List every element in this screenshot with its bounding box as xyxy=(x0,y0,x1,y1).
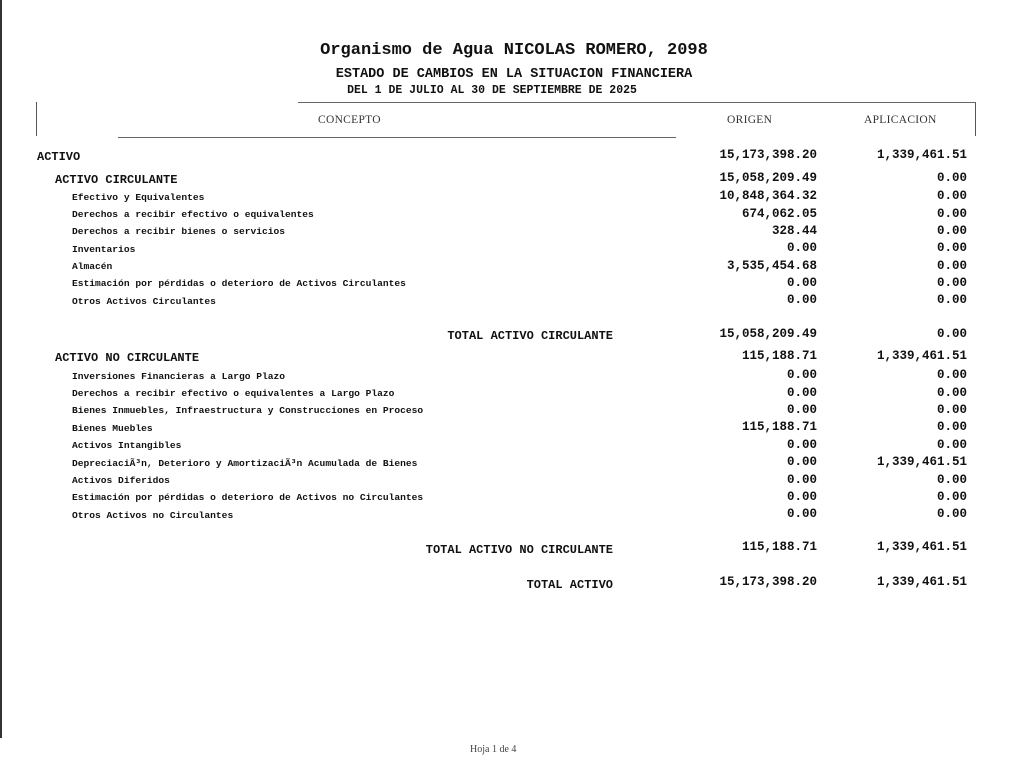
column-box-bottom-border xyxy=(118,137,676,138)
column-header-box xyxy=(36,102,976,138)
row-label: Derechos a recibir bienes o servicios xyxy=(72,226,286,237)
column-header-origen: ORIGEN xyxy=(727,114,773,126)
row-aplicacion: 0.00 xyxy=(936,403,967,417)
row-aplicacion: 0.00 xyxy=(936,171,967,185)
row-aplicacion: 0.00 xyxy=(936,386,967,400)
page-left-edge xyxy=(0,0,2,738)
row-aplicacion: 0.00 xyxy=(936,420,967,434)
row-origen: 10,848,364.32 xyxy=(719,189,817,203)
row-origen: 15,173,398.20 xyxy=(719,148,817,162)
row-origen: 15,058,209.49 xyxy=(719,171,817,185)
row-origen: 15,173,398.20 xyxy=(719,575,817,589)
row-origen: 328.44 xyxy=(771,224,817,238)
row-label: ACTIVO NO CIRCULANTE xyxy=(55,351,200,365)
row-origen: 115,188.71 xyxy=(741,540,817,554)
row-aplicacion: 0.00 xyxy=(936,241,967,255)
row-origen: 115,188.71 xyxy=(741,420,817,434)
row-aplicacion: 0.00 xyxy=(936,327,967,341)
row-label: Derechos a recibir efectivo o equivalentes a Largo Plazo xyxy=(72,388,395,399)
row-aplicacion: 0.00 xyxy=(936,189,967,203)
row-aplicacion: 0.00 xyxy=(936,438,967,452)
row-label: Almacén xyxy=(72,261,113,272)
column-box-left-border xyxy=(36,102,37,136)
row-label: DepreciaciÃ³n, Deterioro y AmortizaciÃ³n Acumulada de Bienes xyxy=(72,458,418,469)
row-label: Activos Diferidos xyxy=(72,475,170,486)
row-label: ACTIVO CIRCULANTE xyxy=(55,173,178,187)
row-aplicacion: 1,339,461.51 xyxy=(876,540,967,554)
row-origen: 0.00 xyxy=(786,241,817,255)
row-origen: 115,188.71 xyxy=(741,349,817,363)
row-origen: 0.00 xyxy=(786,293,817,307)
row-origen: 3,535,454.68 xyxy=(726,259,817,273)
row-label: Derechos a recibir efectivo o equivalentes xyxy=(72,209,314,220)
row-origen: 0.00 xyxy=(786,455,817,469)
row-aplicacion: 0.00 xyxy=(936,224,967,238)
row-origen: 0.00 xyxy=(786,403,817,417)
row-label: Estimación por pérdidas o deterioro de Activos no Circulantes xyxy=(72,492,424,503)
row-label: Otros Activos no Circulantes xyxy=(72,510,234,521)
row-label: Bienes Inmuebles, Infraestructura y Construcciones en Proceso xyxy=(72,405,424,416)
row-origen: 0.00 xyxy=(786,368,817,382)
row-origen: 0.00 xyxy=(786,438,817,452)
row-origen: 0.00 xyxy=(786,386,817,400)
row-aplicacion: 1,339,461.51 xyxy=(876,148,967,162)
report-title: Organismo de Agua NICOLAS ROMERO, 2098 xyxy=(320,41,708,60)
row-label: Efectivo y Equivalentes xyxy=(72,192,205,203)
row-label: Inventarios xyxy=(72,244,136,255)
row-aplicacion: 1,339,461.51 xyxy=(876,349,967,363)
row-aplicacion: 0.00 xyxy=(936,207,967,221)
row-label: Otros Activos Circulantes xyxy=(72,296,216,307)
row-label: Estimación por pérdidas o deterioro de Activos Circulantes xyxy=(72,278,406,289)
row-label: Inversiones Financieras a Largo Plazo xyxy=(72,371,286,382)
row-aplicacion: 0.00 xyxy=(936,276,967,290)
row-origen: 0.00 xyxy=(786,490,817,504)
report-period: DEL 1 DE JULIO AL 30 DE SEPTIEMBRE DE 2025 xyxy=(347,84,637,97)
page-number: Hoja 1 de 4 xyxy=(470,744,517,755)
row-origen: 0.00 xyxy=(786,473,817,487)
row-aplicacion: 0.00 xyxy=(936,368,967,382)
row-origen: 15,058,209.49 xyxy=(719,327,817,341)
row-aplicacion: 0.00 xyxy=(936,507,967,521)
row-label: TOTAL ACTIVO CIRCULANTE xyxy=(447,329,613,343)
column-header-aplicacion: APLICACION xyxy=(864,114,937,126)
column-header-concepto: CONCEPTO xyxy=(318,114,381,126)
row-aplicacion: 0.00 xyxy=(936,259,967,273)
column-box-top-border xyxy=(298,102,976,103)
row-label: Bienes Muebles xyxy=(72,423,153,434)
row-aplicacion: 1,339,461.51 xyxy=(876,455,967,469)
column-box-right-border xyxy=(975,102,976,136)
row-label: ACTIVO xyxy=(37,150,81,164)
row-label: Activos Intangibles xyxy=(72,440,182,451)
row-aplicacion: 0.00 xyxy=(936,473,967,487)
row-aplicacion: 1,339,461.51 xyxy=(876,575,967,589)
report-subtitle: ESTADO DE CAMBIOS EN LA SITUACION FINANCIERA xyxy=(335,67,693,82)
row-label: TOTAL ACTIVO xyxy=(526,578,613,592)
row-label: TOTAL ACTIVO NO CIRCULANTE xyxy=(425,543,613,557)
row-origen: 0.00 xyxy=(786,276,817,290)
row-origen: 674,062.05 xyxy=(741,207,817,221)
row-aplicacion: 0.00 xyxy=(936,490,967,504)
row-origen: 0.00 xyxy=(786,507,817,521)
row-aplicacion: 0.00 xyxy=(936,293,967,307)
